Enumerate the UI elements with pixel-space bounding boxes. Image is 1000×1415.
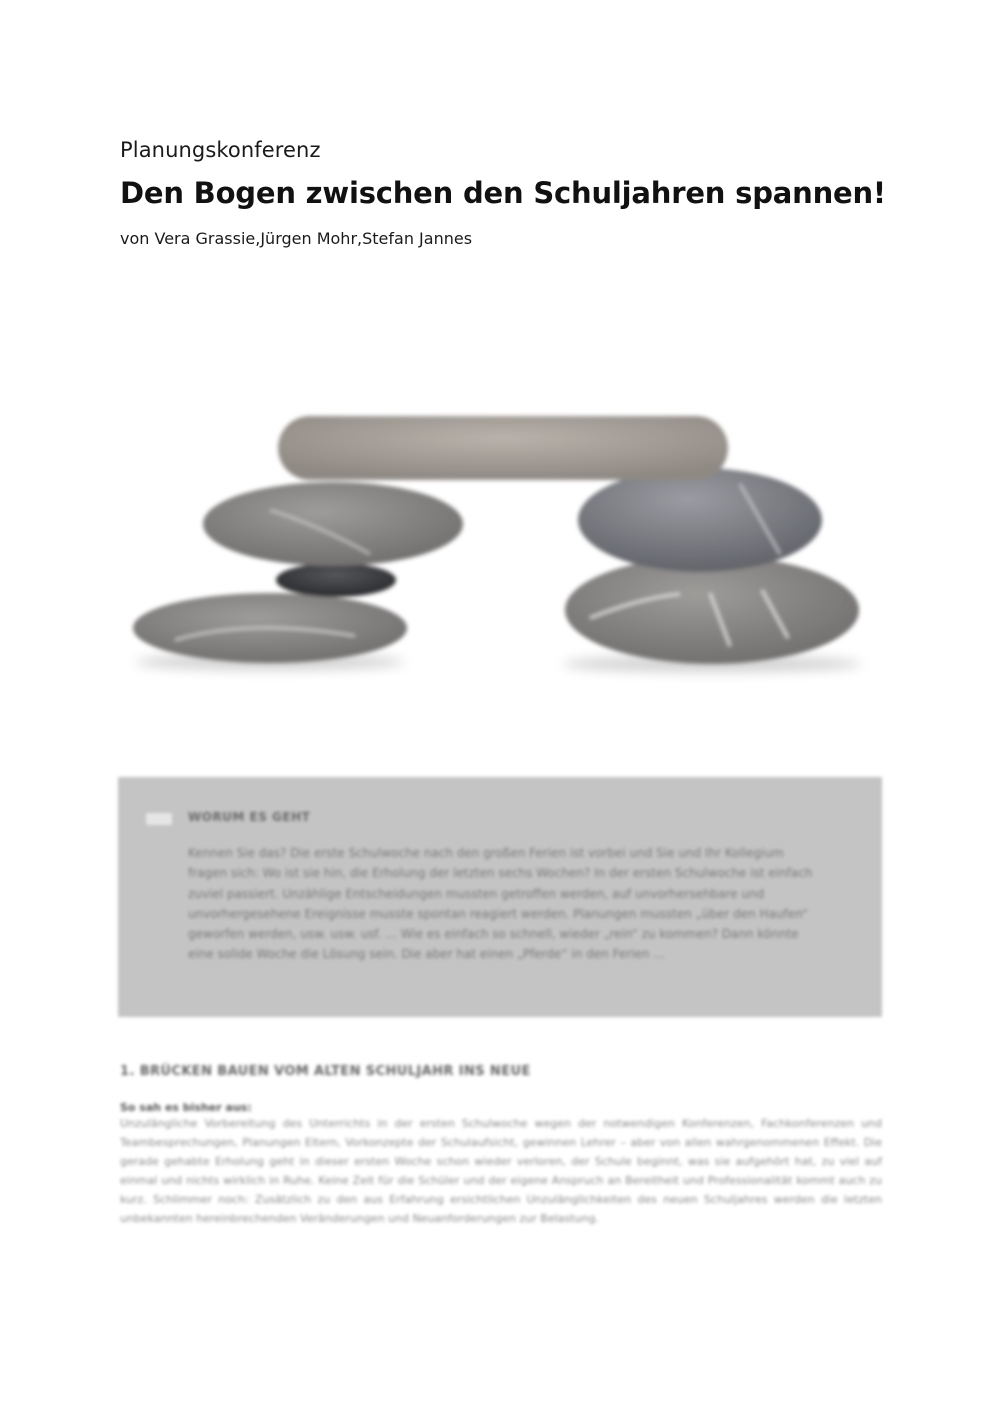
balanced-stones-image	[120, 298, 882, 728]
section-1	[120, 1046, 882, 1228]
right-middle-stone	[578, 468, 822, 572]
teaser-box	[118, 777, 882, 1017]
authors-line: von Vera Grassie,Jürgen Mohr,Stefan Jannes	[120, 229, 473, 248]
teaser-heading: WORUM ES GEHT	[188, 810, 311, 824]
section-body: Unzulängliche Vorbereitung des Unterrichts in der ersten Schulwoche wegen der notwendigen Konferenzen, Fachkonferenzen und Teambesprechungen, Planungen Eltern, Vorkonzepte der Schulaufsicht, gewinnen Lehrer – aber von allen wahrgenommenen Effekt. Die gerade gehabte Erholung geht in dieser ersten Woche schon wieder verloren, der Schule beginnt, was sie aufgehört hat, zu viel auf einmal und nichts wirklich in Ruhe. Keine Zeit für die Schüler und der eigene Anspruch an Bereitheit und Professionalität kommt auch zu kurz. Schlimmer noch: Zusätzlich zu den aus Erfahrung ersichtlichen Unzulänglichkeiten des neuen Schuljahres werden die letzten unbekannten hereinbrechenden Veränderungen und Neuanforderungen zur Belastung.	[120, 1117, 882, 1225]
arrow-badge-icon	[146, 813, 172, 825]
teaser-body: Kennen Sie das? Die erste Schulwoche nach den großen Ferien ist vorbei und Sie und Ihr Kollegium fragen sich: Wo ist sie hin, die Erholung der letzten sechs Wochen? In der ersten Schulwoche ist einfach zuviel passiert. Unzählige Entscheidungen mussten getroffen werden, auf unvorhersehbare und unvorhergesehene Ereignisse musste spontan reagiert werden. Planungen mussten „über den Haufen“ geworfen werden, usw. usw. usf. ... Wie es einfach so schnell, wieder „rein“ zu kommen? Dann könnte eine solide Woche die Lösung sein. Die aber hat einen „Pferde“ in den Ferien ...	[188, 846, 813, 962]
top-bridge-stone	[278, 416, 728, 480]
section-subheading: So sah es bisher aus:	[120, 1101, 252, 1114]
left-dark-pebble	[276, 563, 396, 597]
kicker: Planungskonferenz	[120, 138, 321, 162]
section-heading: 1. BRÜCKEN BAUEN VOM ALTEN SCHULJAHR INS NEUE	[120, 1064, 531, 1079]
hero-image	[120, 298, 882, 728]
left-middle-stone	[203, 482, 463, 566]
page-title: Den Bogen zwischen den Schuljahren spannen!	[120, 176, 886, 210]
